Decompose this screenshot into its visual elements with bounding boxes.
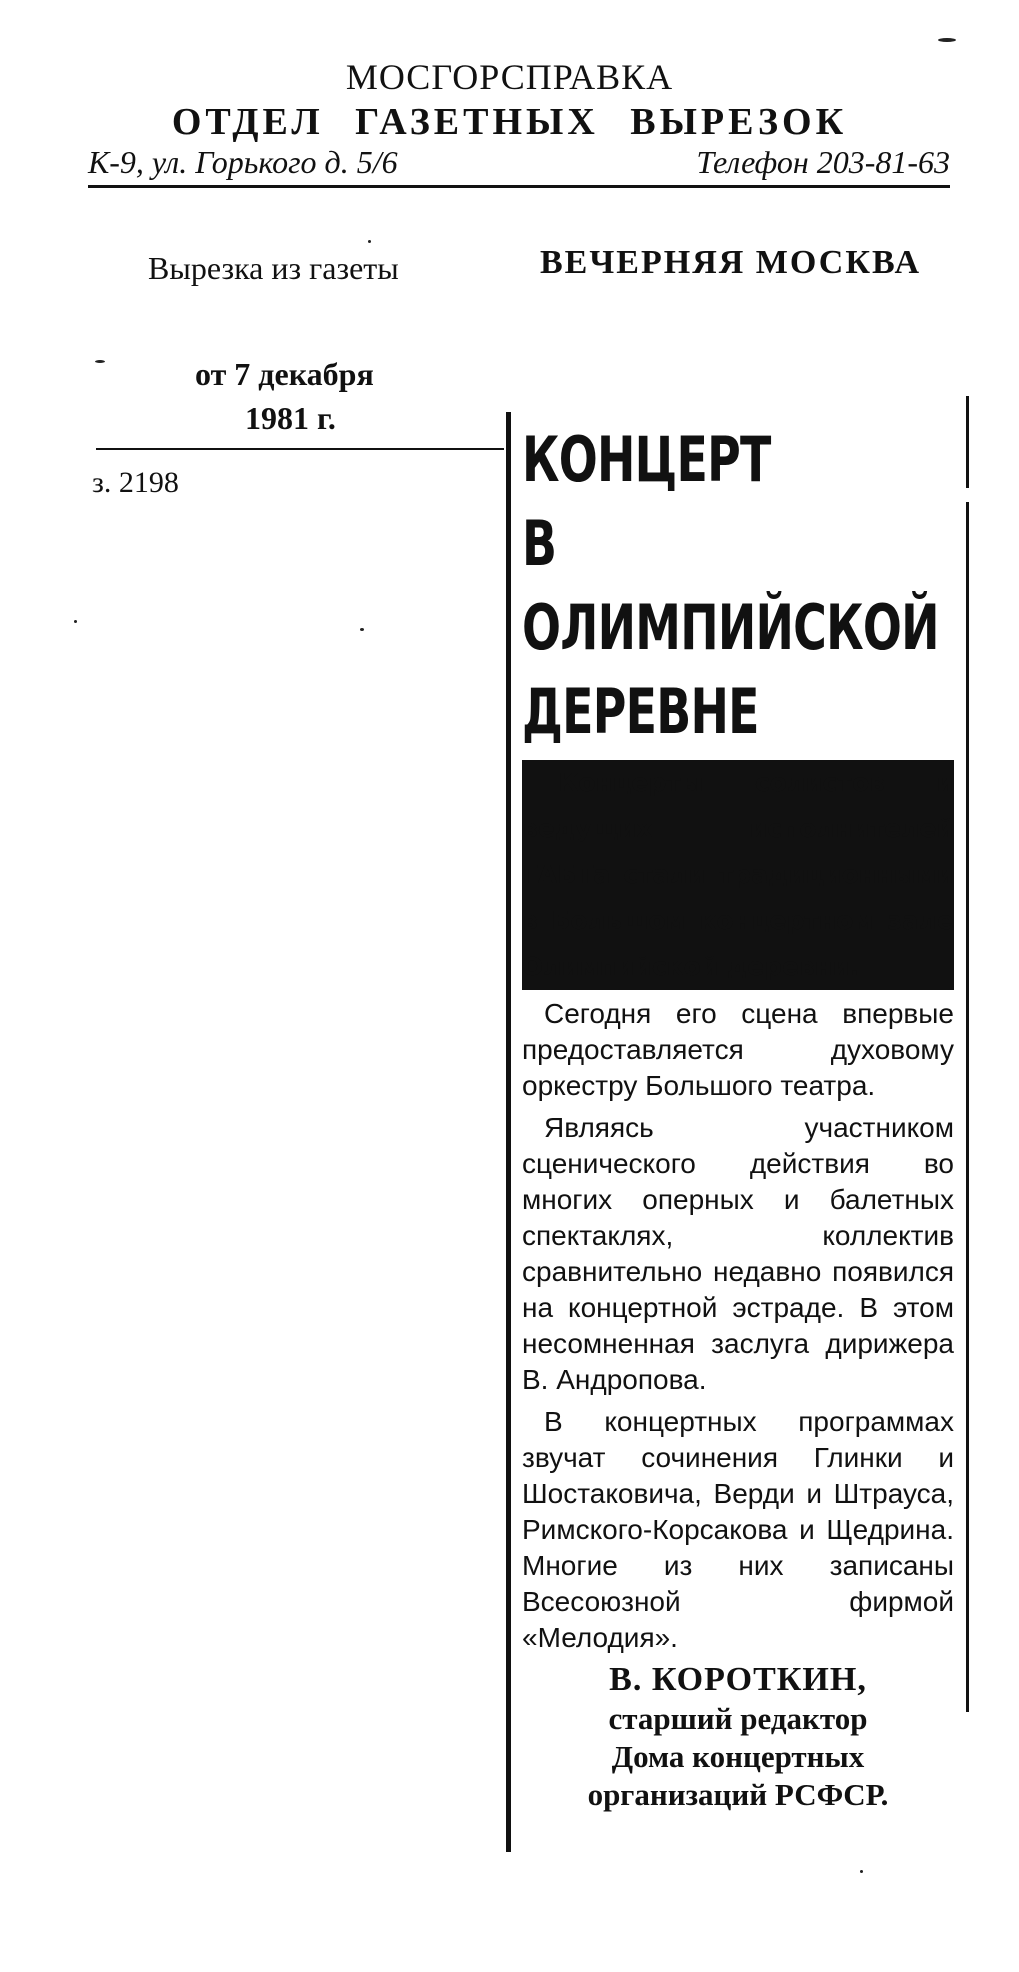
clipping-year: 1981 г. (245, 400, 336, 436)
clipping-left-edge (506, 412, 511, 1852)
author-title-line: Дома концертных (611, 1739, 865, 1774)
scan-speck (74, 620, 77, 623)
headline-line: В ОЛИМПИЙСКОЙ (522, 507, 939, 664)
address-row (88, 144, 950, 188)
agency-name: МОСГОРСПРАВКА (345, 57, 674, 97)
address-text: К-9, ул. Горького д. 5/6 (88, 144, 398, 180)
article-paragraph: В концертных программах звучат сочинения Глинки и Шостаковича, Верди и Штрауса, Римского-Корсакова и Щедрина. Многие из них записаны Всесоюзной фирмой «Мелодия». (522, 1406, 954, 1653)
scan-speck (860, 1870, 863, 1873)
clipping-date: от 7 декабря (195, 356, 374, 392)
article-lead (522, 760, 954, 990)
article-signature (522, 1660, 954, 1814)
order-number: з. 2198 (92, 466, 179, 499)
author-title-line: организаций РСФСР. (587, 1777, 889, 1812)
date-underline (96, 448, 504, 450)
clipping-right-edge (966, 502, 969, 1712)
clipping-label: Вырезка из газеты (148, 250, 399, 286)
author-name: В. КОРОТКИН, (609, 1661, 867, 1698)
lead-text: Концерты солистов и ведущих исполнителей ГАБТа стали традиционными в Большом концертном зале Олимпийской деревни. (522, 768, 954, 984)
headline-line: КОНЦЕРТ (522, 423, 771, 496)
author-title-line: старший редактор (608, 1701, 868, 1736)
phone-text: Телефон 203-81-63 (696, 144, 950, 180)
article-headline (522, 418, 954, 754)
clipping-right-edge (966, 396, 969, 488)
article-paragraph: Являясь участником сценического действия во многих оперных и балетных спектаклях, коллектив сравнительно недавно появился на концертной эстраде. В этом несомненная заслуга дирижера В. Андропова. (522, 1112, 954, 1395)
scan-speck (360, 628, 364, 631)
scan-speck (938, 38, 956, 42)
article-paragraph: Сегодня его сцена впервые предоставляется духовому оркестру Большого театра. (522, 998, 954, 1101)
scan-speck (368, 240, 371, 243)
scan-speck (95, 360, 105, 363)
newspaper-article (522, 418, 954, 1814)
headline-line: ДЕРЕВНЕ (522, 675, 759, 748)
newspaper-name: ВЕЧЕРНЯЯ МОСКВА (540, 244, 922, 281)
department-name: ОТДЕЛ ГАЗЕТНЫХ ВЫРЕЗОК (171, 101, 848, 143)
